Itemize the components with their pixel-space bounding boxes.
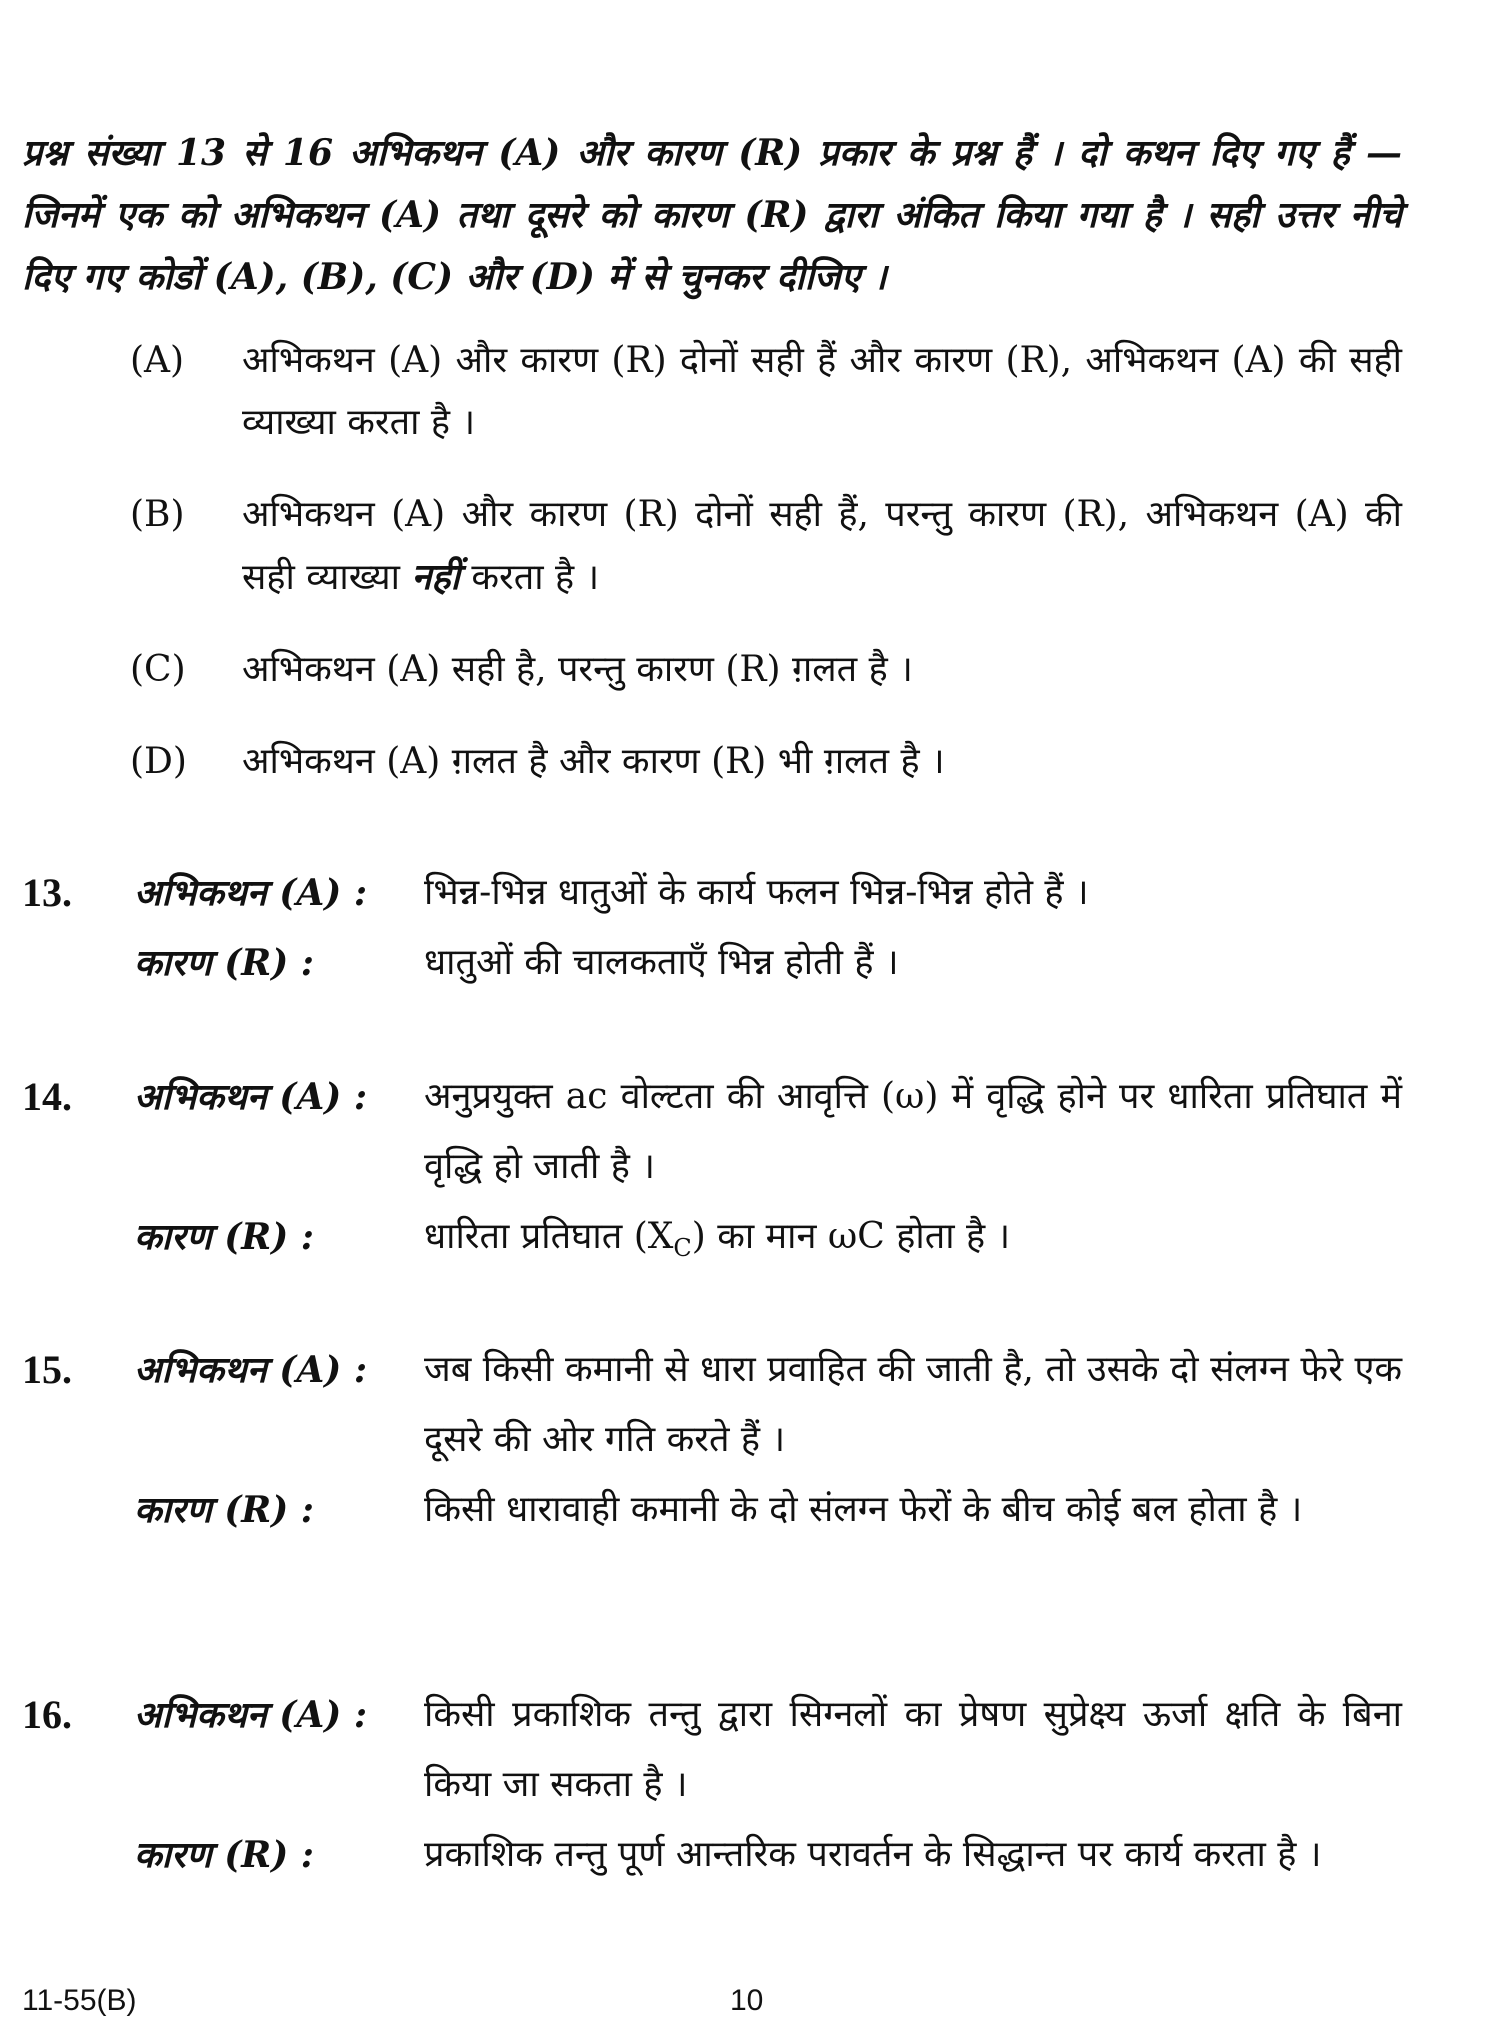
assertion-row [22, 1062, 1402, 1202]
question-number: 15. [22, 1347, 72, 1392]
assertion-label: अभिकथन (A) : [134, 1694, 368, 1736]
answer-code-a [130, 330, 1402, 454]
question-number: 14. [22, 1074, 72, 1119]
reason-label: कारण (R) : [134, 1489, 315, 1531]
reason-text: प्रकाशिक तन्तु पूर्ण आन्तरिक परावर्तन के सिद्धान्त पर कार्य करता है । [424, 1834, 1322, 1875]
reason-row [22, 1820, 1402, 1890]
question-16 [22, 1680, 1402, 1890]
option-emphasis: नहीं [411, 556, 460, 598]
option-letter: (C) [130, 649, 186, 690]
assertion-label: अभिकथन (A) : [134, 872, 368, 914]
assertion-text: अनुप्रयुक्त ac वोल्टता की आवृत्ति (ω) में वृद्धि होने पर धारिता प्रतिघात में वृद्धि हो जाती है । [424, 1076, 1402, 1187]
answer-code-b [130, 484, 1402, 609]
question-number: 13. [22, 870, 72, 915]
option-text-before: अभिकथन (A) और कारण (R) दोनों सही हैं, परन्तु कारण (R), अभिकथन (A) की सही व्याख्या [242, 494, 1402, 598]
question-number: 16. [22, 1692, 72, 1737]
option-text-after: करता है । [459, 557, 600, 598]
assertion-row [22, 1680, 1402, 1820]
assertion-label: अभिकथन (A) : [134, 1349, 368, 1391]
reason-text-before: धारिता प्रतिघात (X [424, 1216, 674, 1257]
answer-code-c [130, 639, 1402, 701]
page-number: 10 [730, 1984, 764, 2017]
option-letter: (A) [130, 340, 185, 381]
option-letter: (D) [130, 741, 187, 782]
reason-row [22, 928, 1402, 998]
option-text: अभिकथन (A) ग़लत है और कारण (R) भी ग़लत है । [242, 741, 945, 782]
reason-row [22, 1475, 1402, 1545]
assertion-label: अभिकथन (A) : [134, 1076, 368, 1118]
reason-text [424, 1202, 1402, 1283]
reason-text-after: ) का मान ωC होता है । [691, 1216, 1011, 1257]
question-15 [22, 1335, 1402, 1545]
option-text: अभिकथन (A) सही है, परन्तु कारण (R) ग़लत है । [242, 649, 913, 690]
reason-label: कारण (R) : [134, 942, 315, 984]
section-instructions: प्रश्न संख्या 13 से 16 अभिकथन (A) और कारण (R) प्रकार के प्रश्न हैं । दो कथन दिए गए हैं — जिनमें एक को अभिकथन (A) तथा दूसरे को कारण (R) द्वारा अंकित किया गया है । सही उत्तर नीचे दिए गए कोडों (A), (B), (C) और (D) में से चुनकर दीजिए । [22, 132, 1402, 298]
question-13 [22, 858, 1402, 998]
paper-code: 11-55(B) [22, 1984, 137, 2017]
option-letter: (B) [130, 494, 185, 535]
answer-codes [130, 330, 1402, 823]
option-text: अभिकथन (A) और कारण (R) दोनों सही हैं और कारण (R), अभिकथन (A) की सही व्याख्या करता है । [242, 340, 1402, 443]
assertion-text: जब किसी कमानी से धारा प्रवाहित की जाती है, तो उसके दो संलग्न फेरे एक दूसरे की ओर गति करते हैं । [424, 1349, 1402, 1460]
reason-row [22, 1202, 1402, 1283]
assertion-row [22, 1335, 1402, 1475]
reason-label: कारण (R) : [134, 1216, 315, 1258]
answer-code-d [130, 731, 1402, 793]
question-14 [22, 1062, 1402, 1283]
assertion-row [22, 858, 1402, 928]
reason-text: किसी धारावाही कमानी के दो संलग्न फेरों के बीच कोई बल होता है । [424, 1489, 1303, 1530]
reason-label: कारण (R) : [134, 1834, 315, 1876]
reason-text: धातुओं की चालकताएँ भिन्न होती हैं । [424, 942, 899, 983]
assertion-text: भिन्न-भिन्न धातुओं के कार्य फलन भिन्न-भिन्न होते हैं । [424, 872, 1089, 913]
reason-subscript: C [673, 1234, 692, 1263]
assertion-text: किसी प्रकाशिक तन्तु द्वारा सिग्नलों का प्रेषण सुप्रेक्ष्य ऊर्जा क्षति के बिना किया जा सकता है । [424, 1694, 1402, 1805]
option-text [242, 484, 1402, 609]
